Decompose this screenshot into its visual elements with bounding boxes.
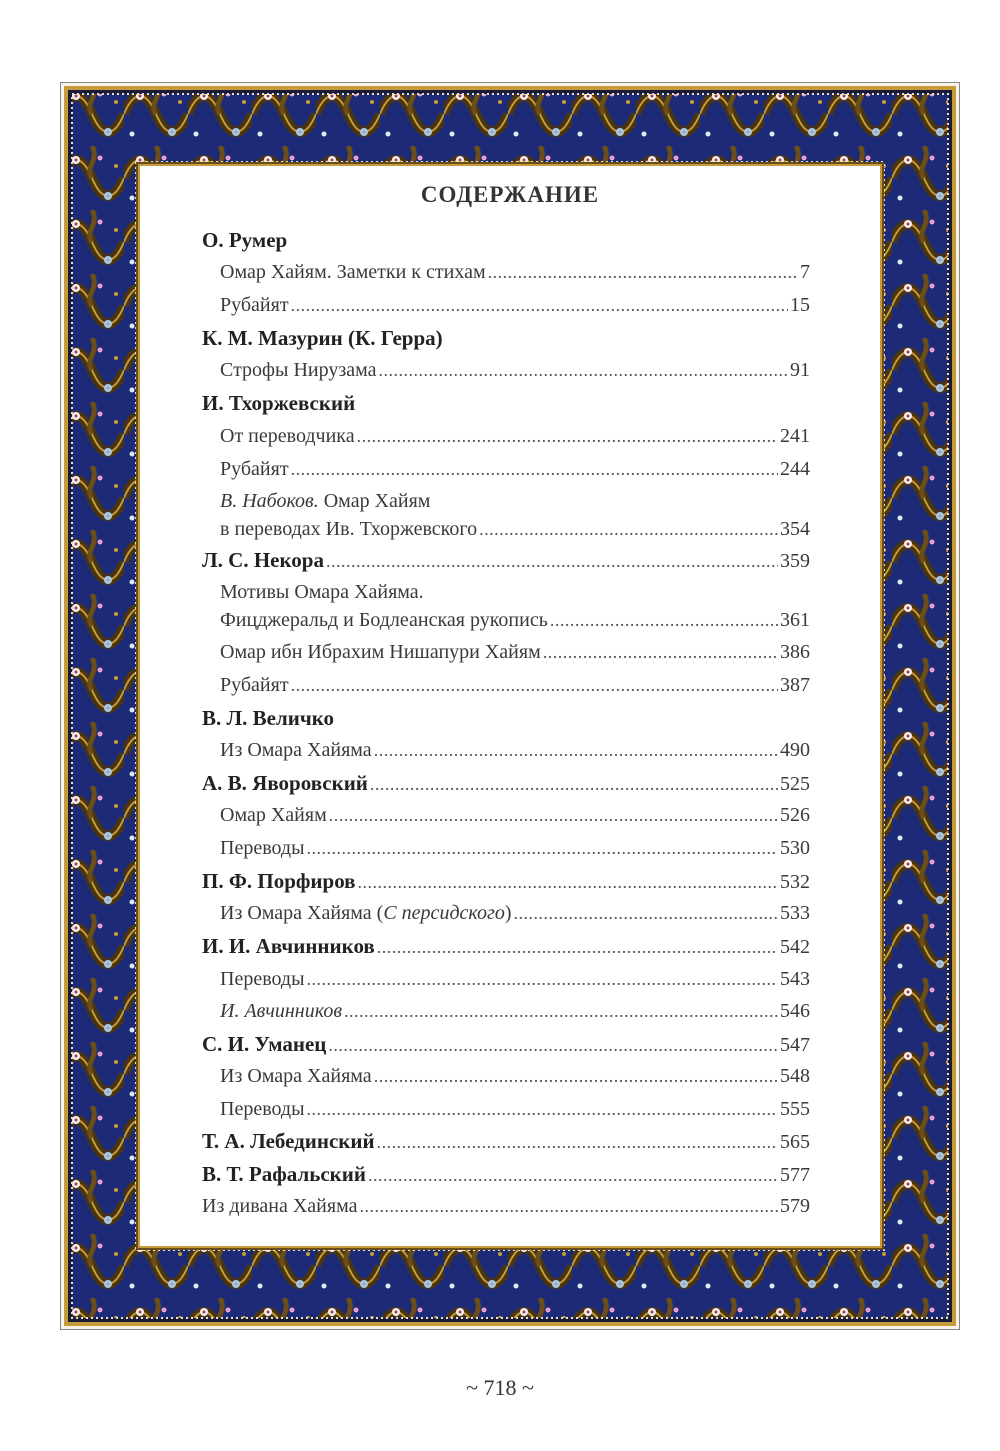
leader-dots [374, 736, 778, 764]
toc-page-number: 490 [780, 739, 810, 761]
toc-label: В. Т. Рафальский [202, 1162, 366, 1186]
leader-dots [370, 770, 778, 798]
toc-author [202, 546, 810, 575]
leader-dots [307, 1095, 778, 1123]
leader-dots [357, 422, 778, 450]
page-title: СОДЕРЖАНИЕ [420, 182, 600, 207]
page-number: ~ 718 ~ [466, 1375, 534, 1400]
toc-page-number: 565 [780, 1131, 810, 1153]
toc-page-number: 555 [780, 1098, 810, 1120]
toc-page-number: 91 [790, 359, 810, 381]
toc-author [202, 1160, 810, 1189]
leader-dots [479, 515, 778, 543]
toc-page-number: 526 [780, 804, 810, 826]
toc-page-number: 354 [780, 518, 810, 540]
toc-page-number: 7 [800, 261, 810, 283]
toc-label: Рубайят [220, 674, 289, 696]
toc-label: Из Омара Хайяма (С персидского) [220, 902, 512, 924]
leader-dots [377, 933, 778, 961]
toc-author [202, 324, 810, 352]
leader-dots [514, 899, 779, 927]
toc-label: От переводчика [220, 425, 355, 447]
toc-label: Мотивы Омара Хайяма. [220, 581, 424, 603]
leader-dots [291, 671, 778, 699]
toc-entry [202, 671, 810, 699]
toc-page-number: 532 [780, 871, 810, 893]
leader-dots [379, 356, 788, 384]
toc-entry [202, 487, 810, 515]
toc-label: Фицджеральд и Бодлеанская рукопись [220, 609, 548, 631]
toc-label: И. Авчинников [220, 1000, 343, 1022]
toc-label: в переводах Ив. Тхоржевского [220, 518, 478, 540]
leader-dots [307, 965, 778, 993]
toc-entry [202, 1192, 810, 1220]
toc-entry [202, 965, 810, 993]
toc-page-number: 543 [780, 968, 810, 990]
contents-panel [140, 166, 880, 1246]
toc-label: И. И. Авчинников [202, 934, 375, 958]
leader-dots [328, 1031, 778, 1059]
toc-page-number: 15 [790, 294, 810, 316]
toc-page-number: 244 [780, 458, 810, 480]
leader-dots [359, 1192, 778, 1220]
toc-page-number: 577 [780, 1164, 810, 1186]
toc-label: Переводы [220, 1098, 305, 1120]
toc-author [202, 1030, 810, 1059]
toc-label: Омар ибн Ибрахим Нишапури Хайям [220, 641, 541, 663]
toc-entry [202, 258, 810, 286]
toc-label: С. И. Уманец [202, 1032, 327, 1056]
toc-label: Переводы [220, 837, 305, 859]
toc-label: К. М. Мазурин (К. Герра) [202, 326, 443, 350]
toc-entry [202, 291, 810, 319]
toc-page-number: 241 [780, 425, 810, 447]
toc-entry [202, 606, 810, 634]
leader-dots [543, 638, 778, 666]
leader-dots [550, 606, 778, 634]
toc-page-number: 547 [780, 1034, 810, 1056]
toc-entry [202, 834, 810, 862]
leader-dots [488, 258, 798, 286]
leader-dots [329, 801, 778, 829]
leader-dots [326, 547, 778, 575]
toc-label: В. Набоков. Омар Хайям [220, 490, 431, 512]
leader-dots [374, 1062, 778, 1090]
toc-label: Строфы Нирузама [220, 359, 377, 381]
toc-entry [202, 1062, 810, 1090]
toc-page-number: 359 [780, 550, 810, 572]
toc-entry [202, 1095, 810, 1123]
toc-author [202, 867, 810, 896]
toc-page-number: 386 [780, 641, 810, 663]
toc-entry [202, 578, 810, 606]
toc-entry [202, 422, 810, 450]
toc-author [202, 226, 810, 254]
toc-label: Рубайят [220, 294, 289, 316]
toc-label: Л. С. Некора [202, 548, 324, 572]
toc-label: А. В. Яворовский [202, 771, 368, 795]
toc-author [202, 769, 810, 798]
leader-dots [291, 291, 788, 319]
toc-page-number: 533 [780, 902, 810, 924]
toc-entry [202, 356, 810, 384]
toc-entry [202, 899, 810, 927]
toc-label: Рубайят [220, 458, 289, 480]
toc-label: В. Л. Величко [202, 706, 335, 730]
toc-page-number: 525 [780, 773, 810, 795]
toc-page-number: 387 [780, 674, 810, 696]
toc-label: П. Ф. Порфиров [202, 869, 356, 893]
toc-entry [202, 455, 810, 483]
toc-author [202, 1127, 810, 1156]
toc-label: Омар Хайям [220, 804, 327, 826]
toc-entry [202, 997, 810, 1025]
toc-page-number: 548 [780, 1065, 810, 1087]
toc-label: Из Омара Хайяма [220, 1065, 372, 1087]
toc-author [202, 389, 810, 417]
toc-entry [202, 801, 810, 829]
toc-entry [202, 736, 810, 764]
toc-page-number: 530 [780, 837, 810, 859]
toc-page-number: 542 [780, 936, 810, 958]
toc-author [202, 704, 810, 732]
toc-label: Из дивана Хайяма [202, 1195, 358, 1217]
toc-label: Омар Хайям. Заметки к стихам [220, 261, 486, 283]
toc-entry [202, 638, 810, 666]
leader-dots [307, 834, 778, 862]
leader-dots [377, 1128, 778, 1156]
leader-dots [344, 997, 778, 1025]
toc-author [202, 932, 810, 961]
toc-page-number: 579 [780, 1195, 810, 1217]
toc-label: И. Тхоржевский [202, 391, 356, 415]
leader-dots [291, 455, 778, 483]
toc-label: Переводы [220, 968, 305, 990]
toc-label: Из Омара Хайяма [220, 739, 372, 761]
toc-page-number: 361 [780, 609, 810, 631]
leader-dots [368, 1161, 778, 1189]
toc-page-number: 546 [780, 1000, 810, 1022]
toc-label: Т. А. Лебединский [202, 1129, 375, 1153]
leader-dots [358, 868, 778, 896]
toc-entry [202, 515, 810, 543]
toc-label: О. Румер [202, 228, 288, 252]
